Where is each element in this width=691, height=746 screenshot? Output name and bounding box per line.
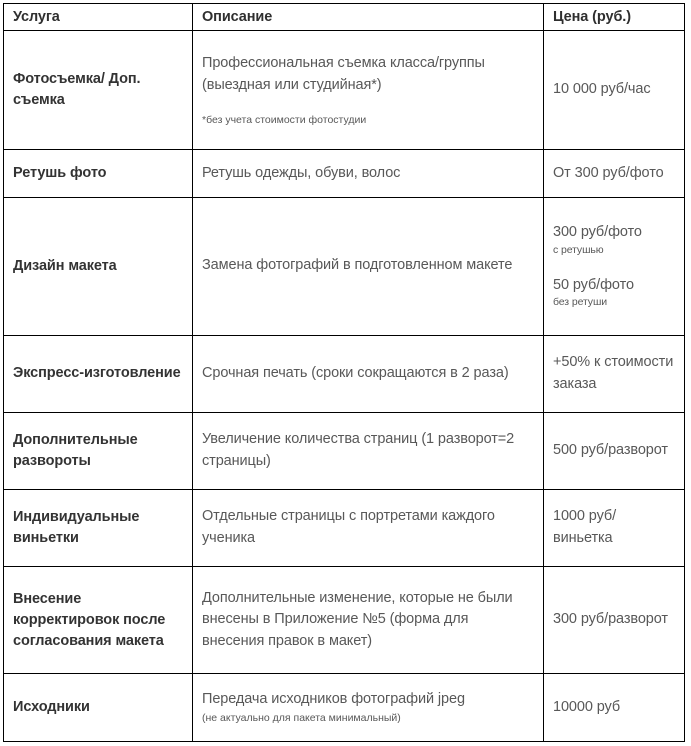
- service-name: Дополнительные развороты: [4, 412, 193, 489]
- service-name: Дизайн макета: [4, 197, 193, 335]
- table-row: [4, 412, 685, 489]
- table-row: [4, 150, 685, 198]
- column-header-description: Описание: [193, 4, 544, 31]
- service-price: От 300 руб/фото: [544, 150, 685, 198]
- price-value: 300 руб/фото: [553, 224, 642, 241]
- table-row: [4, 335, 685, 412]
- service-description: [193, 674, 544, 742]
- service-description: Срочная печать (сроки сокращаются в 2 раза): [193, 335, 544, 412]
- service-name: Индивидуальные виньетки: [4, 490, 193, 567]
- description-text: Профессиональная съемка класса/группы (выездная или студийная*): [202, 55, 485, 93]
- service-description: Дополнительные изменение, которые не были внесены в Приложение №5 (форма для внесения правок в макет): [193, 567, 544, 674]
- service-name: Исходники: [4, 674, 193, 742]
- price-table-container: [3, 3, 684, 742]
- service-price: 10000 руб: [544, 674, 685, 742]
- price-condition: с ретушью: [553, 244, 604, 256]
- description-footnote: (не актуально для пакета минимальный): [202, 712, 401, 725]
- service-price: 1000 руб/виньетка: [544, 490, 685, 567]
- service-price: 500 руб/разворот: [544, 412, 685, 489]
- service-description: Увеличение количества страниц (1 разворот=2 страницы): [193, 412, 544, 489]
- table-row: [4, 674, 685, 742]
- table-header-row: [4, 4, 685, 31]
- price-option-secondary: [553, 275, 674, 310]
- service-name: Экспресс-изготовление: [4, 335, 193, 412]
- services-price-table: [3, 3, 685, 742]
- column-header-service: Услуга: [4, 4, 193, 31]
- service-price: [544, 197, 685, 335]
- service-name: Внесение корректировок после согласования макета: [4, 567, 193, 674]
- price-option-primary: [553, 222, 674, 257]
- column-header-price: Цена (руб.): [544, 4, 685, 31]
- service-description: Замена фотографий в подготовленном макете: [193, 197, 544, 335]
- service-price: 300 руб/разворот: [544, 567, 685, 674]
- description-footnote: *без учета стоимости фотостудии: [202, 113, 367, 126]
- service-description: [193, 31, 544, 150]
- service-description: Отдельные страницы с портретами каждого ученика: [193, 490, 544, 567]
- description-text: Передача исходников фотографий jpeg: [202, 691, 465, 708]
- table-row: [4, 567, 685, 674]
- service-name: Ретушь фото: [4, 150, 193, 198]
- table-row: [4, 490, 685, 567]
- table-row: [4, 31, 685, 150]
- service-description: Ретушь одежды, обуви, волос: [193, 150, 544, 198]
- price-value: 50 руб/фото: [553, 276, 634, 293]
- service-name: Фотосъемка/ Доп. съемка: [4, 31, 193, 150]
- service-price: +50% к стоимости заказа: [544, 335, 685, 412]
- service-price: 10 000 руб/час: [544, 31, 685, 150]
- table-row: [4, 197, 685, 335]
- price-condition: без ретуши: [553, 296, 608, 309]
